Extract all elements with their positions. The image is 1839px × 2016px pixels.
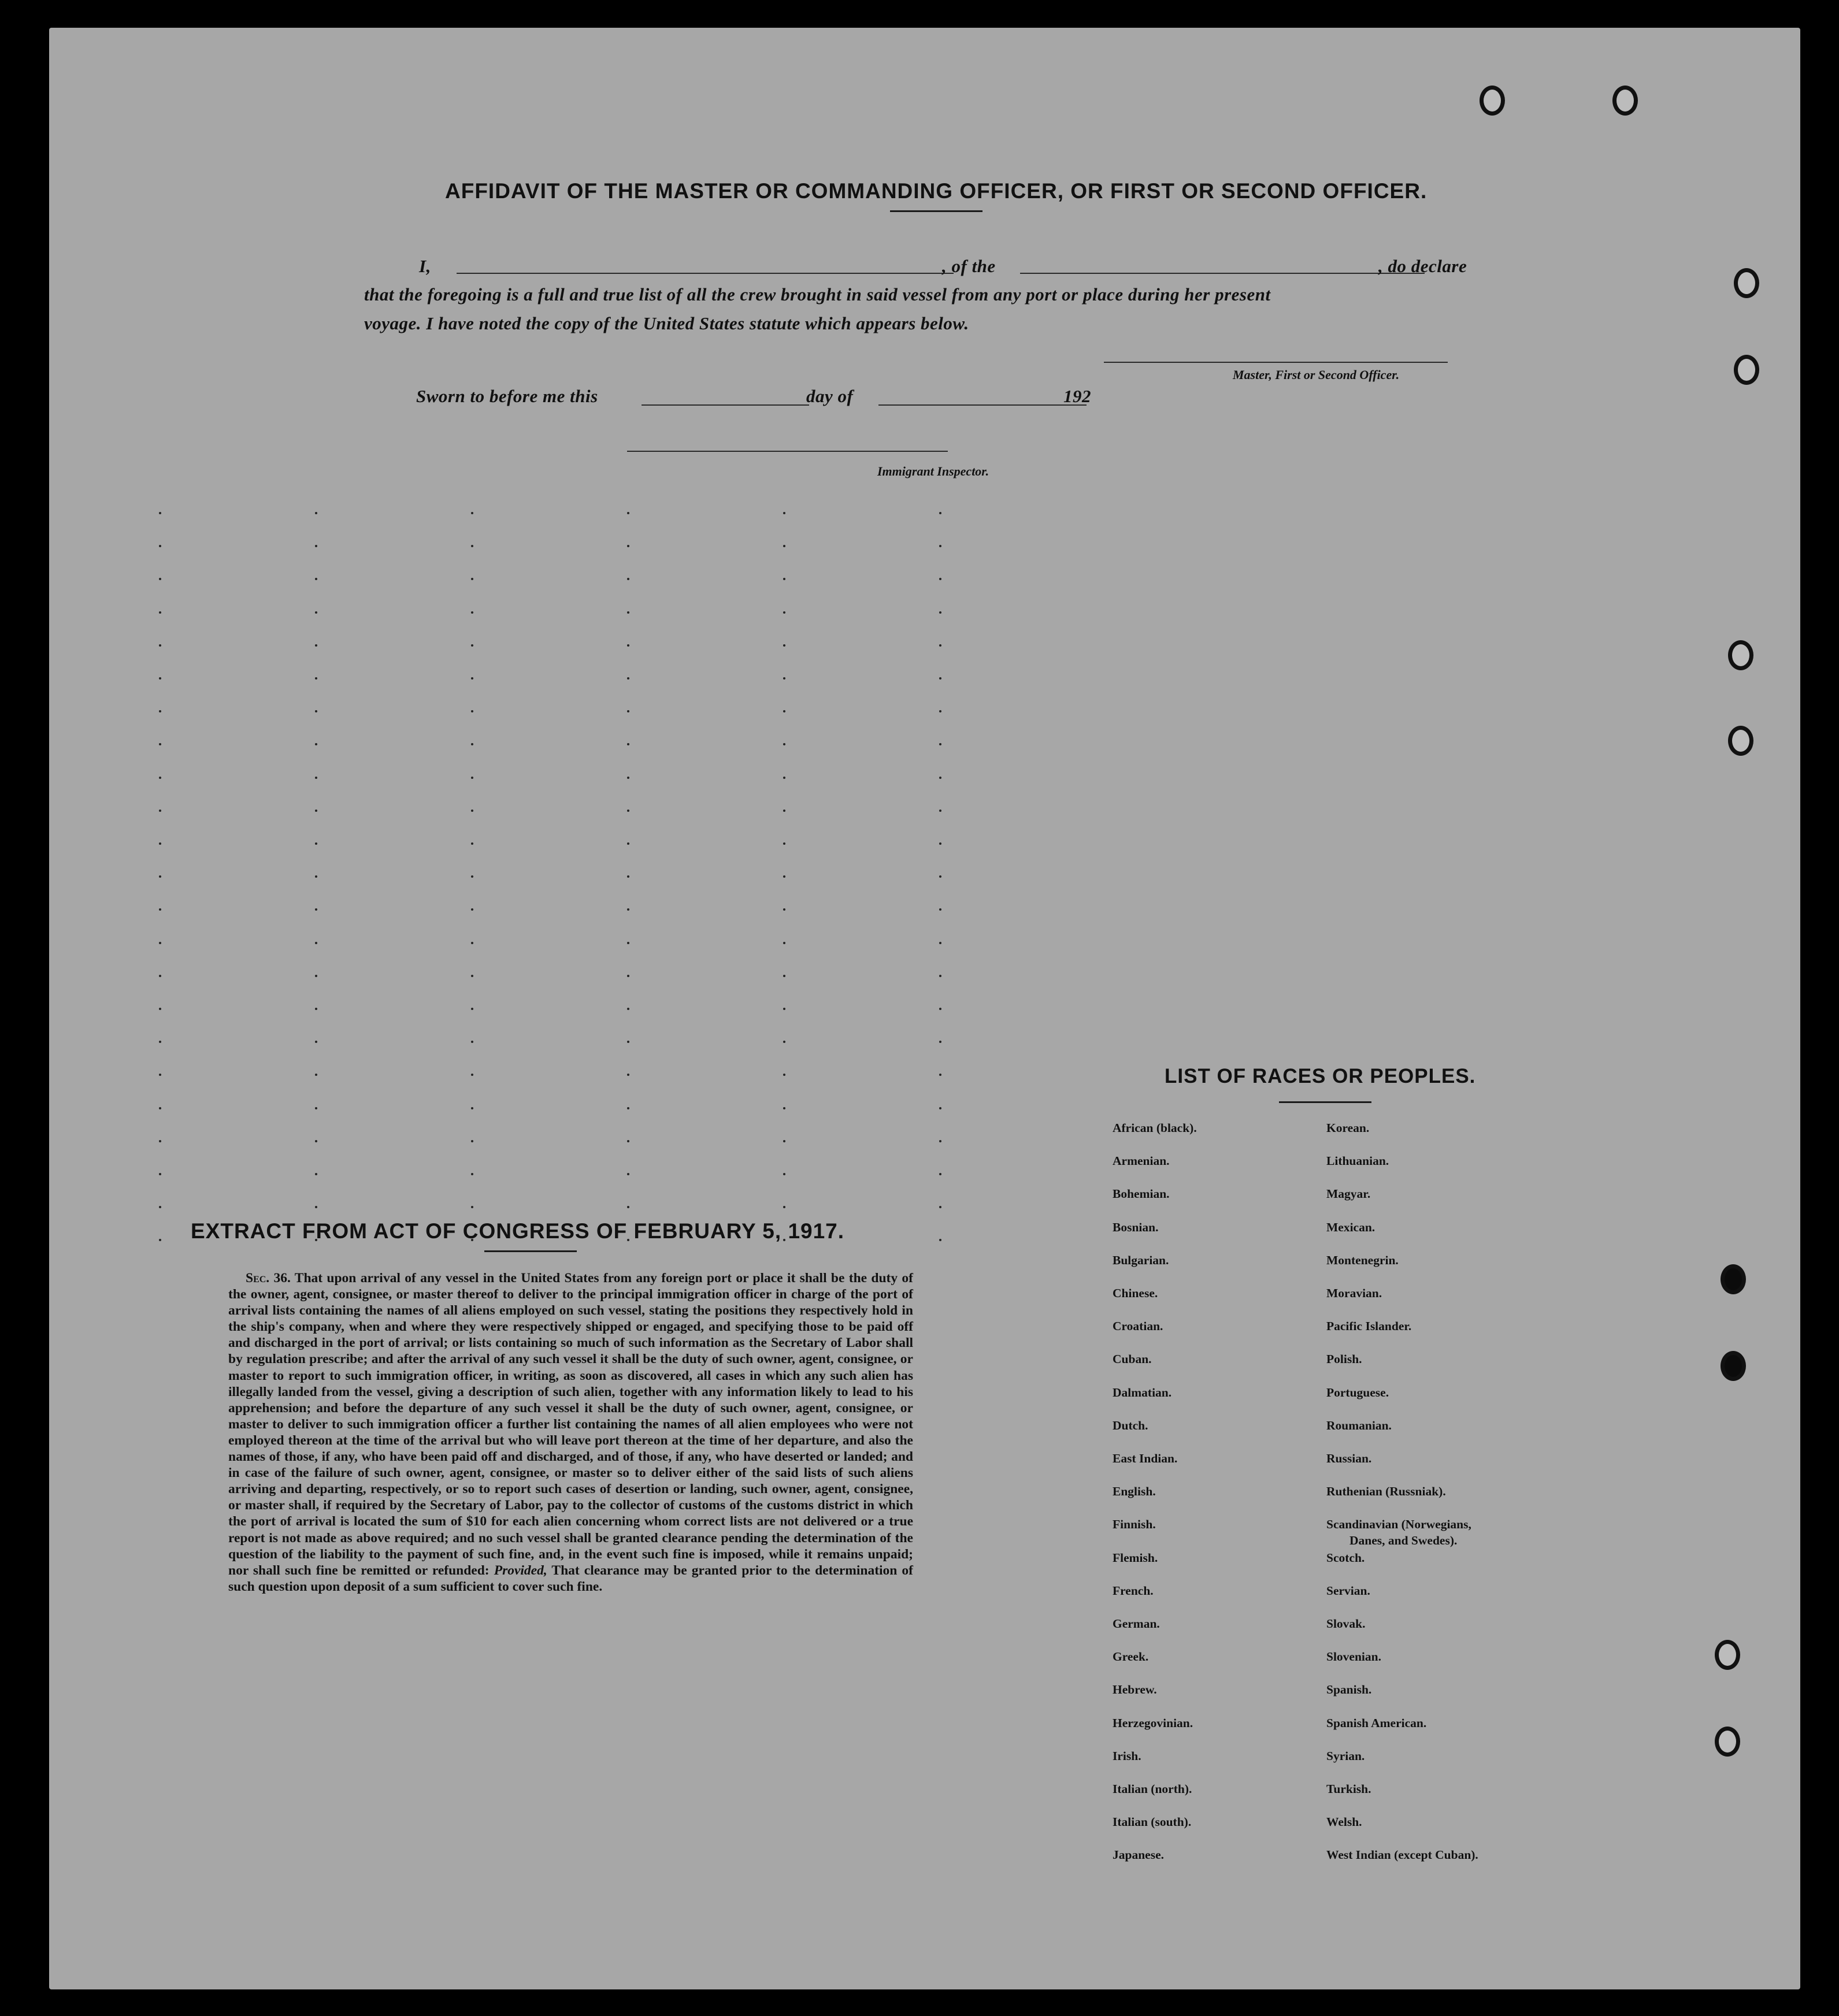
title-underline [890, 210, 982, 212]
faint-dot [159, 611, 161, 614]
race-item: East Indian. [1113, 1451, 1178, 1465]
faint-dot [783, 545, 785, 547]
race-item: Dutch. [1113, 1418, 1148, 1432]
faint-dot [783, 842, 785, 845]
race-item: Slovenian. [1326, 1650, 1381, 1664]
affidavit-line-1-mid: , of the [942, 256, 996, 276]
faint-dot [315, 875, 317, 878]
faint-dot [627, 710, 629, 712]
faint-dot [159, 942, 161, 944]
faint-dot [471, 810, 473, 812]
affidavit-line-2: that the foregoing is a full and true list of all the crew brought in said vessel from any port or place during her present [364, 284, 1271, 305]
sworn-month-blank [878, 404, 1087, 406]
faint-dot [471, 710, 473, 712]
faint-dot [627, 908, 629, 911]
faint-dot [315, 743, 317, 745]
race-item: Bosnian. [1113, 1220, 1159, 1234]
statute-body-end: That clearance may be granted prior to the determination of such question upon deposit of a sum sufficient to cover such fine. [228, 1562, 914, 1594]
faint-dot [627, 644, 629, 647]
race-item: Croatian. [1113, 1319, 1163, 1334]
race-item: Scandinavian (Norwegians, [1326, 1517, 1471, 1532]
faint-dot [627, 1008, 629, 1010]
faint-dot [627, 1140, 629, 1142]
faint-dot [315, 512, 317, 514]
punch-hole [1734, 268, 1759, 298]
race-item: Danes, and Swedes). [1349, 1534, 1458, 1548]
faint-dot [471, 975, 473, 977]
race-item: Montenegrin. [1326, 1253, 1399, 1267]
faint-dot [627, 1074, 629, 1076]
inspector-signature-line [627, 451, 948, 452]
faint-dot [783, 611, 785, 614]
faint-dot [159, 875, 161, 878]
race-item: Italian (north). [1113, 1782, 1192, 1796]
faint-dot [471, 942, 473, 944]
faint-dot [159, 578, 161, 580]
faint-dot [627, 578, 629, 580]
faint-dot [471, 1140, 473, 1142]
name-blank [457, 273, 954, 274]
faint-dot [939, 1107, 941, 1109]
race-item: Dalmatian. [1113, 1385, 1172, 1399]
race-item: Finnish. [1113, 1517, 1156, 1532]
faint-dot [939, 1206, 941, 1208]
faint-dot [627, 1206, 629, 1208]
faint-dot [471, 578, 473, 580]
faint-dot [315, 1140, 317, 1142]
extract-title: EXTRACT FROM ACT OF CONGRESS OF FEBRUARY 5, 1917. [191, 1219, 845, 1243]
faint-dot [939, 942, 941, 944]
faint-dot [939, 1173, 941, 1175]
race-item: Cuban. [1113, 1352, 1152, 1367]
faint-dot [315, 1107, 317, 1109]
punch-hole [1721, 1264, 1746, 1294]
faint-dot [471, 1107, 473, 1109]
faint-dot [159, 908, 161, 911]
faint-dot [783, 875, 785, 878]
race-item: Hebrew. [1113, 1683, 1157, 1697]
faint-dot [159, 512, 161, 514]
race-item: Spanish American. [1326, 1716, 1427, 1730]
race-item: Bulgarian. [1113, 1253, 1169, 1267]
faint-dot [939, 1074, 941, 1076]
extract-underline [484, 1250, 577, 1252]
race-item: Servian. [1326, 1583, 1370, 1598]
faint-dot [939, 578, 941, 580]
race-item: Turkish. [1326, 1782, 1371, 1796]
faint-dot [159, 677, 161, 680]
affidavit-line-1-start: I, [419, 256, 431, 276]
faint-dot [315, 677, 317, 680]
punch-hole [1715, 1640, 1740, 1670]
faint-dot [783, 644, 785, 647]
faint-dot [939, 1239, 941, 1241]
race-item: Italian (south). [1113, 1815, 1192, 1829]
punch-hole [1728, 640, 1753, 670]
faint-dot [315, 545, 317, 547]
faint-dot [159, 1206, 161, 1208]
faint-dot [315, 975, 317, 977]
faint-dot [471, 743, 473, 745]
affidavit-line-1-end: , do declare [1378, 256, 1467, 276]
faint-dot [159, 810, 161, 812]
sworn-day-blank [642, 404, 809, 406]
faint-dot [627, 512, 629, 514]
race-item: Russian. [1326, 1451, 1372, 1465]
race-item: Chinese. [1113, 1286, 1158, 1300]
faint-dot [939, 743, 941, 745]
faint-dot [939, 512, 941, 514]
race-item: Flemish. [1113, 1550, 1158, 1565]
sworn-year: 192 [1063, 386, 1091, 406]
statute-body: That upon arrival of any vessel in the United States from any foreign port or place it shall be the duty of the owner, agent, consignee, or master thereof to deliver to the principal immigration officer in charge of the port of arrival lists containing the names of all aliens employed on such vessel, stating the positions they respectively hold in the ship's company, when and where they were respectively shipped or engaged, and specifying those to be paid off and discharged in the port of arrival; or lists containing so much of such information as the Secretary of Labor shall by regulation prescribe; and after the arrival of any such vessel it shall be the duty of such owner, agent, consignee, or master to report to such immigration officer, in writing, as soon as discovered, all cases in which any such alien has illegally landed from the vessel, giving a description of such alien, together with any information likely to lead to his apprehension; and before the departure of any such vessel it shall be the duty of such owner, agent, consignee, or master to deliver to such immigration officer a further list containing the names of all alien employees who were not employed thereon at the time of the arrival but who will leave port thereon at the time of her departure, and also the names of those, if any, who have been paid off and discharged, and of those, if any, who have deserted or landed; and in case of the failure of such owner, agent, consignee, or master so to deliver either of the said lists of such aliens arriving and departing, respectively, or so to report such cases of desertion or landing, such owner, agent, consignee, or master shall, if required by the Secretary of Labor, pay to the collector of customs of the customs district in which the port of arrival is located the sum of $10 for each alien concerning whom correct lists are not delivered or a true report is not made as above required; and no such vessel shall be granted clearance pending the determination of the question of the liability to the payment of such fine, and, in the event such fine is imposed, while it remains unpaid; nor shall such fine be remitted or refunded: [228, 1271, 914, 1578]
faint-dot [471, 1074, 473, 1076]
race-item: English. [1113, 1484, 1156, 1499]
faint-dot [471, 611, 473, 614]
faint-dot [159, 1140, 161, 1142]
faint-dot [783, 908, 785, 911]
affidavit-title: AFFIDAVIT OF THE MASTER OR COMMANDING OFFICER, OR FIRST OR SECOND OFFICER. [445, 179, 1428, 203]
race-item: French. [1113, 1583, 1154, 1598]
faint-dot [159, 710, 161, 712]
race-item: Herzegovinian. [1113, 1716, 1193, 1730]
faint-dot [159, 1008, 161, 1010]
sworn-day-of: day of [806, 386, 854, 406]
faint-dot [159, 743, 161, 745]
race-item: Greek. [1113, 1650, 1149, 1664]
faint-dot [939, 777, 941, 779]
faint-dot [783, 1140, 785, 1142]
race-item: Slovak. [1326, 1617, 1366, 1631]
faint-dot [471, 908, 473, 911]
faint-dot [315, 1173, 317, 1175]
faint-dot [939, 677, 941, 680]
faint-dot [315, 710, 317, 712]
race-item: Mexican. [1326, 1220, 1375, 1234]
race-item: African (black). [1113, 1121, 1197, 1135]
race-item: Armenian. [1113, 1154, 1170, 1168]
faint-dot [471, 677, 473, 680]
faint-dot [627, 1107, 629, 1109]
faint-dot [315, 942, 317, 944]
faint-dot [627, 743, 629, 745]
race-item: German. [1113, 1617, 1160, 1631]
faint-dot [939, 908, 941, 911]
race-item: Roumanian. [1326, 1418, 1392, 1432]
sworn-text: Sworn to before me this [416, 386, 598, 406]
punch-hole [1728, 726, 1753, 756]
race-item: West Indian (except Cuban). [1326, 1848, 1478, 1862]
vessel-blank [1020, 273, 1425, 274]
race-item: Moravian. [1326, 1286, 1382, 1300]
faint-dot [939, 1041, 941, 1043]
faint-dot [471, 644, 473, 647]
faint-dot [939, 842, 941, 845]
faint-dot [471, 1041, 473, 1043]
race-item: Spanish. [1326, 1683, 1372, 1697]
faint-dot [627, 545, 629, 547]
affidavit-line-3: voyage. I have noted the copy of the United States statute which appears below. [364, 313, 969, 333]
faint-dot [159, 644, 161, 647]
faint-dot [939, 644, 941, 647]
faint-dot [159, 545, 161, 547]
faint-dot [627, 975, 629, 977]
race-item: Japanese. [1113, 1848, 1164, 1862]
race-item: Korean. [1326, 1121, 1370, 1135]
punch-hole [1612, 86, 1638, 116]
faint-dot [783, 578, 785, 580]
faint-dot [627, 1173, 629, 1175]
faint-dot [315, 611, 317, 614]
faint-dot [939, 611, 941, 614]
race-item: Syrian. [1326, 1748, 1365, 1763]
faint-dot [783, 1206, 785, 1208]
faint-dot [315, 1206, 317, 1208]
faint-dot [315, 810, 317, 812]
races-title: LIST OF RACES OR PEOPLES. [1165, 1065, 1476, 1087]
faint-dot [783, 777, 785, 779]
faint-dot [627, 777, 629, 779]
faint-dot [783, 512, 785, 514]
faint-dot [315, 644, 317, 647]
faint-dot [783, 677, 785, 680]
faint-dot [627, 1041, 629, 1043]
faint-dot [783, 1173, 785, 1175]
faint-dot [939, 545, 941, 547]
faint-dot [783, 710, 785, 712]
faint-dot [627, 677, 629, 680]
race-item: Polish. [1326, 1352, 1362, 1367]
faint-dot [783, 1107, 785, 1109]
faint-dot [627, 875, 629, 878]
race-item: Lithuanian. [1326, 1154, 1389, 1168]
faint-dot [627, 942, 629, 944]
faint-dot [471, 512, 473, 514]
faint-dot [783, 810, 785, 812]
statute-text [228, 1270, 913, 1595]
faint-dot [315, 1008, 317, 1010]
faint-dot [315, 1074, 317, 1076]
faint-dot [315, 777, 317, 779]
faint-dot [471, 1173, 473, 1175]
inspector-caption: Immigrant Inspector. [877, 464, 989, 478]
faint-dot [783, 1041, 785, 1043]
faint-dot [939, 810, 941, 812]
faint-dot [471, 875, 473, 878]
race-item: Magyar. [1326, 1187, 1371, 1201]
faint-dot [783, 1074, 785, 1076]
faint-dot [315, 578, 317, 580]
race-item: Welsh. [1326, 1815, 1362, 1829]
faint-dot [159, 1041, 161, 1043]
faint-dot [471, 777, 473, 779]
punch-hole [1715, 1727, 1740, 1757]
section-label: Sec. 36. [246, 1271, 291, 1286]
faint-dot [939, 1008, 941, 1010]
faint-dot [783, 743, 785, 745]
faint-dot [939, 1140, 941, 1142]
faint-dot [471, 1008, 473, 1010]
race-item: Ruthenian (Russniak). [1326, 1484, 1446, 1499]
faint-dot [159, 1173, 161, 1175]
faint-dot [471, 545, 473, 547]
faint-dot [315, 1041, 317, 1043]
faint-dot [159, 1107, 161, 1109]
race-item: Scotch. [1326, 1550, 1365, 1565]
race-item: Bohemian. [1113, 1187, 1170, 1201]
faint-dot [939, 975, 941, 977]
faint-dot [939, 710, 941, 712]
document-page [49, 28, 1800, 1989]
master-caption: Master, First or Second Officer. [1233, 367, 1400, 382]
faint-dot [783, 1008, 785, 1010]
proviso-label: Provided, [494, 1562, 547, 1578]
races-underline [1279, 1101, 1371, 1103]
faint-dot [783, 942, 785, 944]
faint-dot [159, 842, 161, 845]
faint-dot [315, 908, 317, 911]
punch-hole [1721, 1351, 1746, 1381]
faint-dot [159, 777, 161, 779]
race-item: Pacific Islander. [1326, 1319, 1412, 1334]
faint-dot [315, 842, 317, 845]
faint-dot [627, 611, 629, 614]
faint-dot [159, 1239, 161, 1241]
faint-dot [471, 842, 473, 845]
faint-dot [627, 810, 629, 812]
punch-hole [1734, 355, 1759, 385]
faint-dot [471, 1206, 473, 1208]
race-item: Portuguese. [1326, 1385, 1389, 1399]
faint-dot [159, 975, 161, 977]
race-item: Irish. [1113, 1748, 1141, 1763]
faint-dot [159, 1074, 161, 1076]
punch-hole [1480, 86, 1505, 116]
master-signature-line [1104, 362, 1448, 363]
faint-dot [939, 875, 941, 878]
faint-dot [783, 975, 785, 977]
faint-dot [627, 842, 629, 845]
